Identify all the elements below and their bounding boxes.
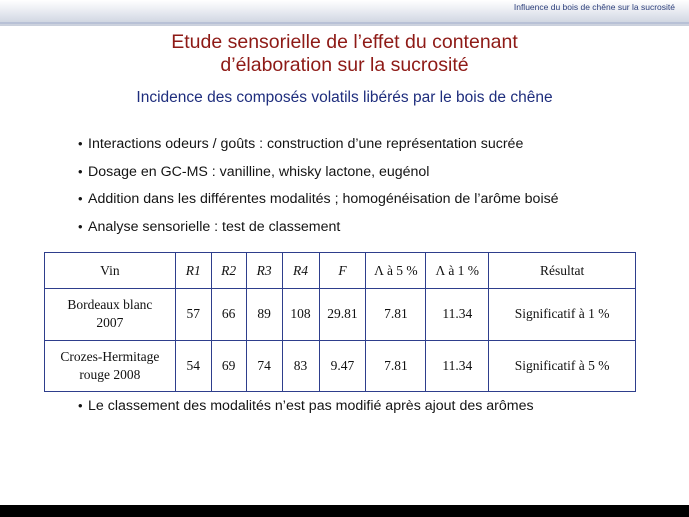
cell-lambda-5: 7.81	[366, 289, 426, 340]
table-row	[45, 340, 636, 391]
cell-wine	[45, 289, 176, 340]
header-r2: R2	[211, 253, 246, 289]
bullet-item	[78, 162, 559, 190]
cell-r3: 89	[246, 289, 282, 340]
cell-wine	[45, 340, 176, 391]
header-r3: R3	[246, 253, 282, 289]
slide-subtitle: Incidence des composés volatils libérés par le bois de chêne	[136, 89, 553, 106]
header-note: Influence du bois de chêne sur la sucrosité	[513, 2, 675, 12]
slide-title	[0, 31, 689, 77]
bullet-item	[78, 189, 559, 217]
wine-name: Crozes-Hermitage	[60, 348, 160, 364]
bullet-icon: •	[78, 398, 83, 413]
bullet-item	[78, 217, 559, 245]
cell-lambda-1: 11.34	[426, 340, 489, 391]
cell-r1: 54	[175, 340, 211, 391]
header-vin: Vin	[45, 253, 176, 289]
bullet-item	[78, 134, 559, 162]
cell-r4: 108	[282, 289, 319, 340]
cell-lambda-1: 11.34	[426, 289, 489, 340]
header-lambda-5: Λ à 5 %	[366, 253, 426, 289]
header-lambda-1: Λ à 1 %	[426, 253, 489, 289]
bullet-text: Analyse sensorielle : test de classement	[88, 218, 341, 235]
header-resultat: Résultat	[489, 253, 636, 289]
slide-title-line-2: d’élaboration sur la sucrosité	[220, 54, 469, 76]
table-row	[45, 289, 636, 340]
bullet-icon: •	[78, 163, 83, 179]
header-divider	[0, 22, 689, 24]
cell-f: 9.47	[319, 340, 366, 391]
bullet-text: Dosage en GC-MS : vanilline, whisky lactone, eugénol	[88, 163, 430, 180]
wine-year: 2007	[96, 315, 124, 331]
cell-lambda-5: 7.81	[366, 340, 426, 391]
cell-r4: 83	[282, 340, 319, 391]
wine-year: rouge 2008	[79, 366, 141, 382]
cell-r2: 66	[211, 289, 246, 340]
conclusion-text: Le classement des modalités n’est pas modifié après ajout des arômes	[88, 398, 534, 414]
cell-result: Significatif à 5 %	[489, 340, 636, 391]
header-f: F	[319, 253, 366, 289]
header-r1: R1	[175, 253, 211, 289]
wine-name: Bordeaux blanc	[67, 297, 153, 313]
cell-r3: 74	[246, 340, 282, 391]
cell-f: 29.81	[319, 289, 366, 340]
cell-r1: 57	[175, 289, 211, 340]
table-header-row	[45, 253, 636, 289]
cell-r2: 69	[211, 340, 246, 391]
bullet-icon: •	[78, 218, 83, 234]
bullet-text: Addition dans les différentes modalités ; homogénéisation de l’arôme boisé	[88, 191, 559, 207]
header-r4: R4	[282, 253, 319, 289]
results-table	[44, 252, 636, 392]
conclusion-bullet	[78, 398, 534, 414]
cell-result: Significatif à 1 %	[489, 289, 636, 340]
bullet-icon: •	[78, 191, 83, 206]
bullet-text: Interactions odeurs / goûts : construction d’une représentation sucrée	[88, 136, 524, 152]
bullet-list	[78, 134, 559, 244]
bullet-icon: •	[78, 136, 83, 151]
slide-title-line-1: Etude sensorielle de l’effet du contenant	[171, 31, 518, 53]
